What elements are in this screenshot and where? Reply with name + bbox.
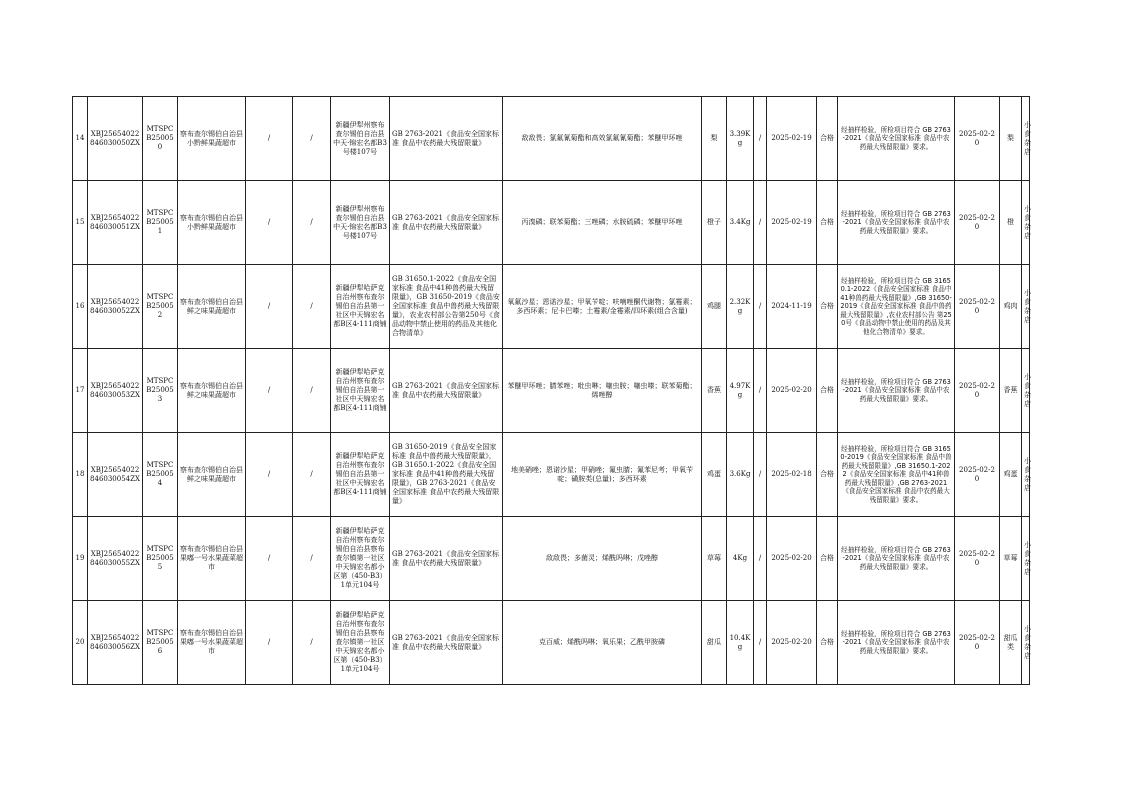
placeholder-cell: / [754,349,767,433]
food-category: 橙 [1000,181,1022,265]
seller-name: 察布查尔锡伯自治县小黔鲜果蔬超市 [178,181,246,265]
report-date: 2025-02-20 [955,517,1000,601]
table-body [73,97,1030,685]
test-items: 丙溴磷；联苯菊酯；三唑磷；水胺硫磷；苯醚甲环唑 [503,181,702,265]
placeholder-cell: / [754,265,767,349]
conclusion: 经抽样检验，所检项目符合 GB 2763-2021《食品安全国家标准 食品中农药最大残留限量》要求。 [838,349,955,433]
conclusion: 经抽样检验，所检项目符合 GB 2763-2021《食品安全国家标准 食品中农药最大残留限量》要求。 [838,97,955,181]
sample-quantity: 3.39Kg [727,97,754,181]
food-category: 鸡蛋 [1000,433,1022,517]
food-category: 草莓 [1000,517,1022,601]
row-number: 18 [73,433,88,517]
sample-name: 鸡腿 [702,265,727,349]
placeholder-cell: / [293,97,331,181]
row-number: 15 [73,181,88,265]
sample-number: MTSPCB250050 [143,97,178,181]
table-row [73,517,1030,601]
seller-name: 察布查尔锡伯自治县小黔鲜果蔬超市 [178,97,246,181]
report-number: XBJ25654022846030050ZX [88,97,143,181]
sample-name: 梨 [702,97,727,181]
seller-name: 察布查尔锡伯自治县鲜之味果蔬超市 [178,265,246,349]
report-number: XBJ25654022846030055ZX [88,517,143,601]
report-number: XBJ25654022846030052ZX [88,265,143,349]
standard-basis: GB 2763-2021《食品安全国家标准 食品中农药最大残留限量》 [390,517,503,601]
food-category: 鸡肉 [1000,265,1022,349]
standard-basis: GB 2763-2021《食品安全国家标准 食品中农药最大残留限量》 [390,181,503,265]
sampling-place: 小食杂店 [1022,265,1030,349]
seller-address: 新疆伊犁州察布查尔锡伯自治县中天·锦宏名都B3号楼107号 [331,181,390,265]
seller-address: 新疆伊犁哈萨克自治州察布查尔锡伯自治县察布查尔镇第一社区中天锦宏名都小区第（450-B3）1单元104号 [331,601,390,685]
test-result: 合格 [817,433,838,517]
report-date: 2025-02-20 [955,433,1000,517]
test-result: 合格 [817,601,838,685]
standard-basis: GB 31650.1-2022《食品安全国家标准 食品中41种兽药最大残留限量》，GB 31650-2019《食品安全国家标准 食品中兽药最大残留限量》，农业农村部公告第250号《食品动物中禁止使用的药品及其他化合物清单》 [390,265,503,349]
sample-number: MTSPCB250051 [143,181,178,265]
sampling-place: 小食杂店 [1022,97,1030,181]
row-number: 14 [73,97,88,181]
placeholder-cell: / [293,433,331,517]
sample-number: MTSPCB250055 [143,517,178,601]
sample-quantity: 2.32Kg [727,265,754,349]
table-row [73,433,1030,517]
production-date: 2024-11-19 [767,265,817,349]
report-number: XBJ25654022846030053ZX [88,349,143,433]
test-result: 合格 [817,97,838,181]
test-result: 合格 [817,349,838,433]
row-number: 16 [73,265,88,349]
placeholder-cell: / [293,517,331,601]
row-number: 20 [73,601,88,685]
report-date: 2025-02-20 [955,97,1000,181]
report-number: XBJ25654022846030056ZX [88,601,143,685]
table-row [73,97,1030,181]
standard-basis: GB 31650-2019《食品安全国家标准 食品中兽药最大残留限量》，GB 31650.1-2022《食品安全国家标准 食品中41种兽药最大残留限量》，GB 2763-2021《食品安全国家标准 食品中农药最大残留限量》 [390,433,503,517]
sample-name: 橙子 [702,181,727,265]
placeholder-cell: / [293,601,331,685]
food-category: 香蕉 [1000,349,1022,433]
food-category: 梨 [1000,97,1022,181]
placeholder-cell: / [246,433,293,517]
report-number: XBJ25654022846030051ZX [88,181,143,265]
table-row [73,601,1030,685]
sampling-place: 小食杂店 [1022,517,1030,601]
placeholder-cell: / [246,349,293,433]
sampling-place: 小食杂店 [1022,181,1030,265]
placeholder-cell: / [246,265,293,349]
placeholder-cell: / [246,517,293,601]
table-row [73,349,1030,433]
conclusion: 经抽样检验，所检项目符合 GB 2763-2021《食品安全国家标准 食品中农药最大残留限量》要求。 [838,517,955,601]
table-row [73,265,1030,349]
seller-address: 新疆伊犁哈萨克自治州察布查尔锡伯自治县第一社区中天锦宏名都B区4-111商铺 [331,265,390,349]
seller-name: 察布查尔锡伯自治县果嘟一号水果蔬菜超市 [178,601,246,685]
placeholder-cell: / [293,349,331,433]
test-items: 敌敌畏；多菌灵；烯酰吗啉；戊唑醇 [503,517,702,601]
inspection-table [72,96,1030,685]
sample-quantity: 3.4Kg [727,181,754,265]
report-date: 2025-02-20 [955,181,1000,265]
test-items: 敌敌畏；氯氟氰菊酯和高效氯氟氰菊酯；苯醚甲环唑 [503,97,702,181]
sampling-place: 小食杂店 [1022,349,1030,433]
placeholder-cell: / [754,181,767,265]
standard-basis: GB 2763-2021《食品安全国家标准 食品中农药最大残留限量》 [390,97,503,181]
sampling-place: 小食杂店 [1022,433,1030,517]
sample-name: 草莓 [702,517,727,601]
sample-number: MTSPCB250052 [143,265,178,349]
conclusion: 经抽样检验，所检项目符合 GB 2763-2021《食品安全国家标准 食品中农药最大残留限量》要求。 [838,601,955,685]
placeholder-cell: / [754,601,767,685]
test-items: 地美硝唑；恩诺沙星；甲硝唑；氟虫腈；氟苯尼考；甲氧苄啶；磺胺类(总量)；多西环素 [503,433,702,517]
seller-name: 察布查尔锡伯自治县鲜之味果蔬超市 [178,433,246,517]
seller-name: 察布查尔锡伯自治县果嘟一号水果蔬菜超市 [178,517,246,601]
production-date: 2025-02-20 [767,349,817,433]
seller-address: 新疆伊犁哈萨克自治州察布查尔锡伯自治县第一社区中天锦宏名都B区4-111商铺 [331,433,390,517]
test-result: 合格 [817,517,838,601]
placeholder-cell: / [246,601,293,685]
test-result: 合格 [817,181,838,265]
production-date: 2025-02-19 [767,97,817,181]
test-items: 氧氟沙星；恩诺沙星；甲氧苄啶；呋喃唑酮代谢物；氯霉素；多西环素；尼卡巴嗪；土霉素/金霉素/四环素(组合含量) [503,265,702,349]
table-row [73,181,1030,265]
report-date: 2025-02-20 [955,601,1000,685]
placeholder-cell: / [246,181,293,265]
sample-number: MTSPCB250056 [143,601,178,685]
standard-basis: GB 2763-2021《食品安全国家标准 食品中农药最大残留限量》 [390,349,503,433]
test-items: 克百威；烯酰吗啉；氧乐果；乙酰甲胺磷 [503,601,702,685]
production-date: 2025-02-18 [767,433,817,517]
report-number: XBJ25654022846030054ZX [88,433,143,517]
production-date: 2025-02-20 [767,601,817,685]
production-date: 2025-02-20 [767,517,817,601]
sample-quantity: 4Kg [727,517,754,601]
sampling-place: 小食杂店 [1022,601,1030,685]
conclusion: 经抽样检验，所检项目符合 GB 31650-2019《食品安全国家标准 食品中兽药最大残留限量》,GB 31650.1-2022《食品安全国家标准 食品中41种兽药最大残留限量》,GB 2763-2021《食品安全国家标准 食品中农药最大残留限量》要求。 [838,433,955,517]
placeholder-cell: / [754,433,767,517]
placeholder-cell: / [754,517,767,601]
conclusion: 经抽样检验，所检项目符合 GB 2763-2021《食品安全国家标准 食品中农药最大残留限量》要求。 [838,181,955,265]
seller-address: 新疆伊犁哈萨克自治州察布查尔锡伯自治县第一社区中天锦宏名都B区4-111商铺 [331,349,390,433]
sample-name: 甜瓜 [702,601,727,685]
row-number: 19 [73,517,88,601]
report-date: 2025-02-20 [955,349,1000,433]
sample-name: 鸡蛋 [702,433,727,517]
sample-number: MTSPCB250054 [143,433,178,517]
placeholder-cell: / [293,265,331,349]
placeholder-cell: / [754,97,767,181]
sample-quantity: 10.4Kg [727,601,754,685]
sample-name: 香蕉 [702,349,727,433]
seller-address: 新疆伊犁州察布查尔锡伯自治县中天·锦宏名都B3号楼107号 [331,97,390,181]
row-number: 17 [73,349,88,433]
sample-quantity: 3.6Kg [727,433,754,517]
sample-quantity: 4.97Kg [727,349,754,433]
food-category: 甜瓜类 [1000,601,1022,685]
standard-basis: GB 2763-2021《食品安全国家标准 食品中农药最大残留限量》 [390,601,503,685]
test-result: 合格 [817,265,838,349]
seller-name: 察布查尔锡伯自治县鲜之味果蔬超市 [178,349,246,433]
conclusion: 经抽样检验，所检项目符合 GB 31650.1-2022《食品安全国家标准 食品中41种兽药最大残留限量》,GB 31650-2019《食品安全国家标准 食品中兽药最大残留限量》,农业农村部公告 第250号《食品动物中禁止使用的药品及其他化合物清单》要求。 [838,265,955,349]
report-date: 2025-02-20 [955,265,1000,349]
test-items: 苯醚甲环唑；腈苯唑；吡虫啉；噻虫胺；噻虫嗪；联苯菊酯；烯唑醇 [503,349,702,433]
production-date: 2025-02-19 [767,181,817,265]
placeholder-cell: / [293,181,331,265]
sample-number: MTSPCB250053 [143,349,178,433]
placeholder-cell: / [246,97,293,181]
seller-address: 新疆伊犁哈萨克自治州察布查尔锡伯自治县察布查尔镇第一社区中天锦宏名都小区第（450-B3）1单元104号 [331,517,390,601]
